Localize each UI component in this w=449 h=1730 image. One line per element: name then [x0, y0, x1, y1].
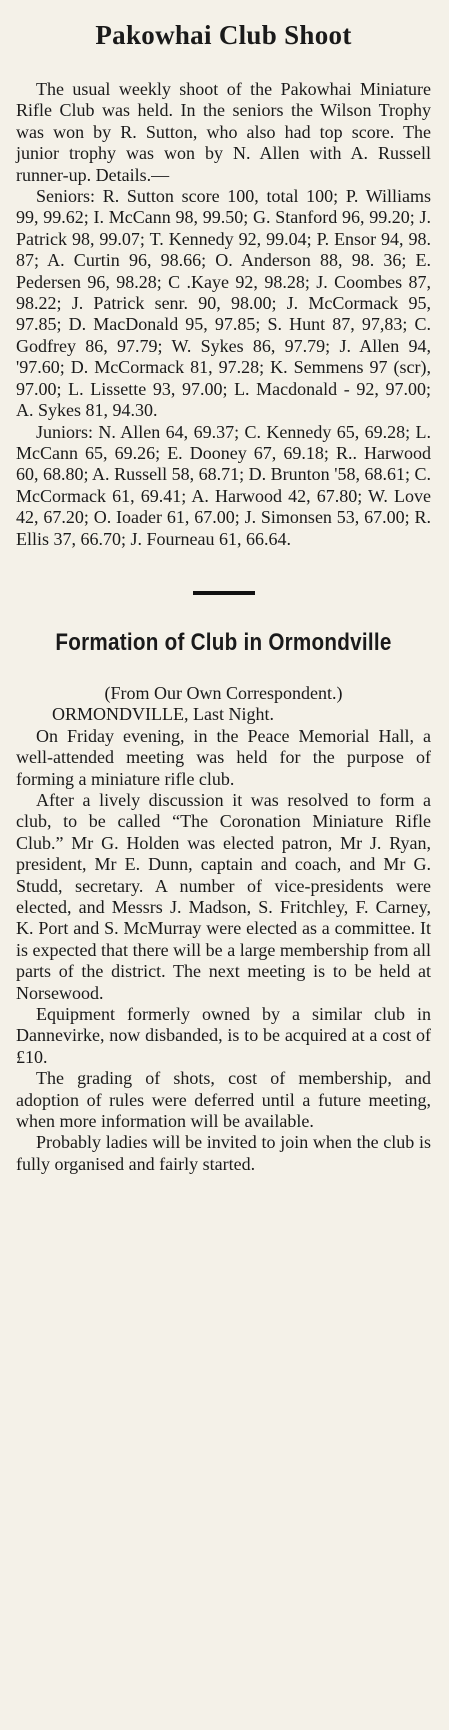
article-paragraph: After a lively discussion it was resolved to form a club, to be called “The Coronation Miniature Rifle Club.” Mr G. Holden was elected patron, Mr J. Ryan, president, Mr E. Dunn, captain and coach, and Mr G. Studd, secretary. A number of vice-presidents were elected, and Messrs J. Madson, S. Fritchley, F. Carney, K. Port and S. McMurray were elected as a committee. It is expected that there will be a large membership from all parts of the district. The next meeting is to be held at Norsewood. — [16, 789, 431, 1003]
seniors-results: Seniors: R. Sutton score 100, total 100; P. Williams 99, 99.62; I. McCann 98, 99.50; G. Stanford 96, 99.20; J. Patrick 98, 99.07; T. Kennedy 92, 99.04; P. Ensor 94, 98. 87; A. Curtin 96, 98.66; O. Anderson 88, 98. 36; E. Pedersen 96, 98.28; C .Kaye 92, 98.28; J. Coombes 87, 98.22; J. Patrick senr. 90, 98.00; J. McCormack 95, 97.85; D. MacDonald 95, 97.85; S. Hunt 87, 97,83; C. Godfrey 86, 97.79; W. Sykes 86, 97.79; J. Allen 94, '97.60; D. McCormack 81, 97.28; K. Semmens 97 (scr), 97.00; L. Lissette 93, 97.00; L. Macdonald - 92, 97.00; A. Sykes 81, 94.30. — [16, 186, 431, 421]
article-paragraph: Probably ladies will be invited to join when the club is fully organised and fairly started. — [16, 1132, 431, 1174]
dateline: ORMONDVILLE, Last Night. — [52, 704, 274, 725]
article-paragraph: The grading of shots, cost of membership, and adoption of rules were deferred until a future meeting, when more information will be available. — [16, 1068, 431, 1132]
headline-formation-of-club: Formation of Club in Ormondville — [55, 628, 392, 656]
article-paragraph: The usual weekly shoot of the Pakowhai Miniature Rifle Club was held. In the seniors the Wilson Trophy was won by R. Sutton, who also had top score. The junior trophy was won by N. Allen with A. Russell runner-up. Details.— — [16, 79, 431, 185]
article-paragraph: On Friday evening, in the Peace Memorial Hall, a well-attended meeting was held for the purpose of forming a miniature rifle club. — [16, 725, 431, 789]
byline: (From Our Own Correspondent.) — [104, 682, 343, 703]
section-divider — [16, 580, 431, 599]
headline-pakowhai-club-shoot: Pakowhai Club Shoot — [95, 20, 352, 50]
juniors-results: Juniors: N. Allen 64, 69.37; C. Kennedy 65, 69.28; L. McCann 65, 69.26; E. Dooney 67, 69.18; R.. Harwood 60, 68.80; A. Russell 58, 68.71; D. Brunton '58, 68.61; C. McCormack 61, 69.41; A. Harwood 42, 67.80; W. Love 42, 67.20; O. Ioader 61, 67.00; J. Simonsen 53, 67.00; R. Ellis 37, 66.70; J. Fourneau 61, 66.64. — [16, 421, 431, 549]
article-paragraph: Equipment formerly owned by a similar club in Dannevirke, now disbanded, is to be acquired at a cost of £10. — [16, 1004, 431, 1067]
article-pakowhai-club-shoot — [16, 79, 431, 550]
divider-rule — [193, 591, 255, 595]
article-formation-of-club — [16, 683, 431, 1175]
